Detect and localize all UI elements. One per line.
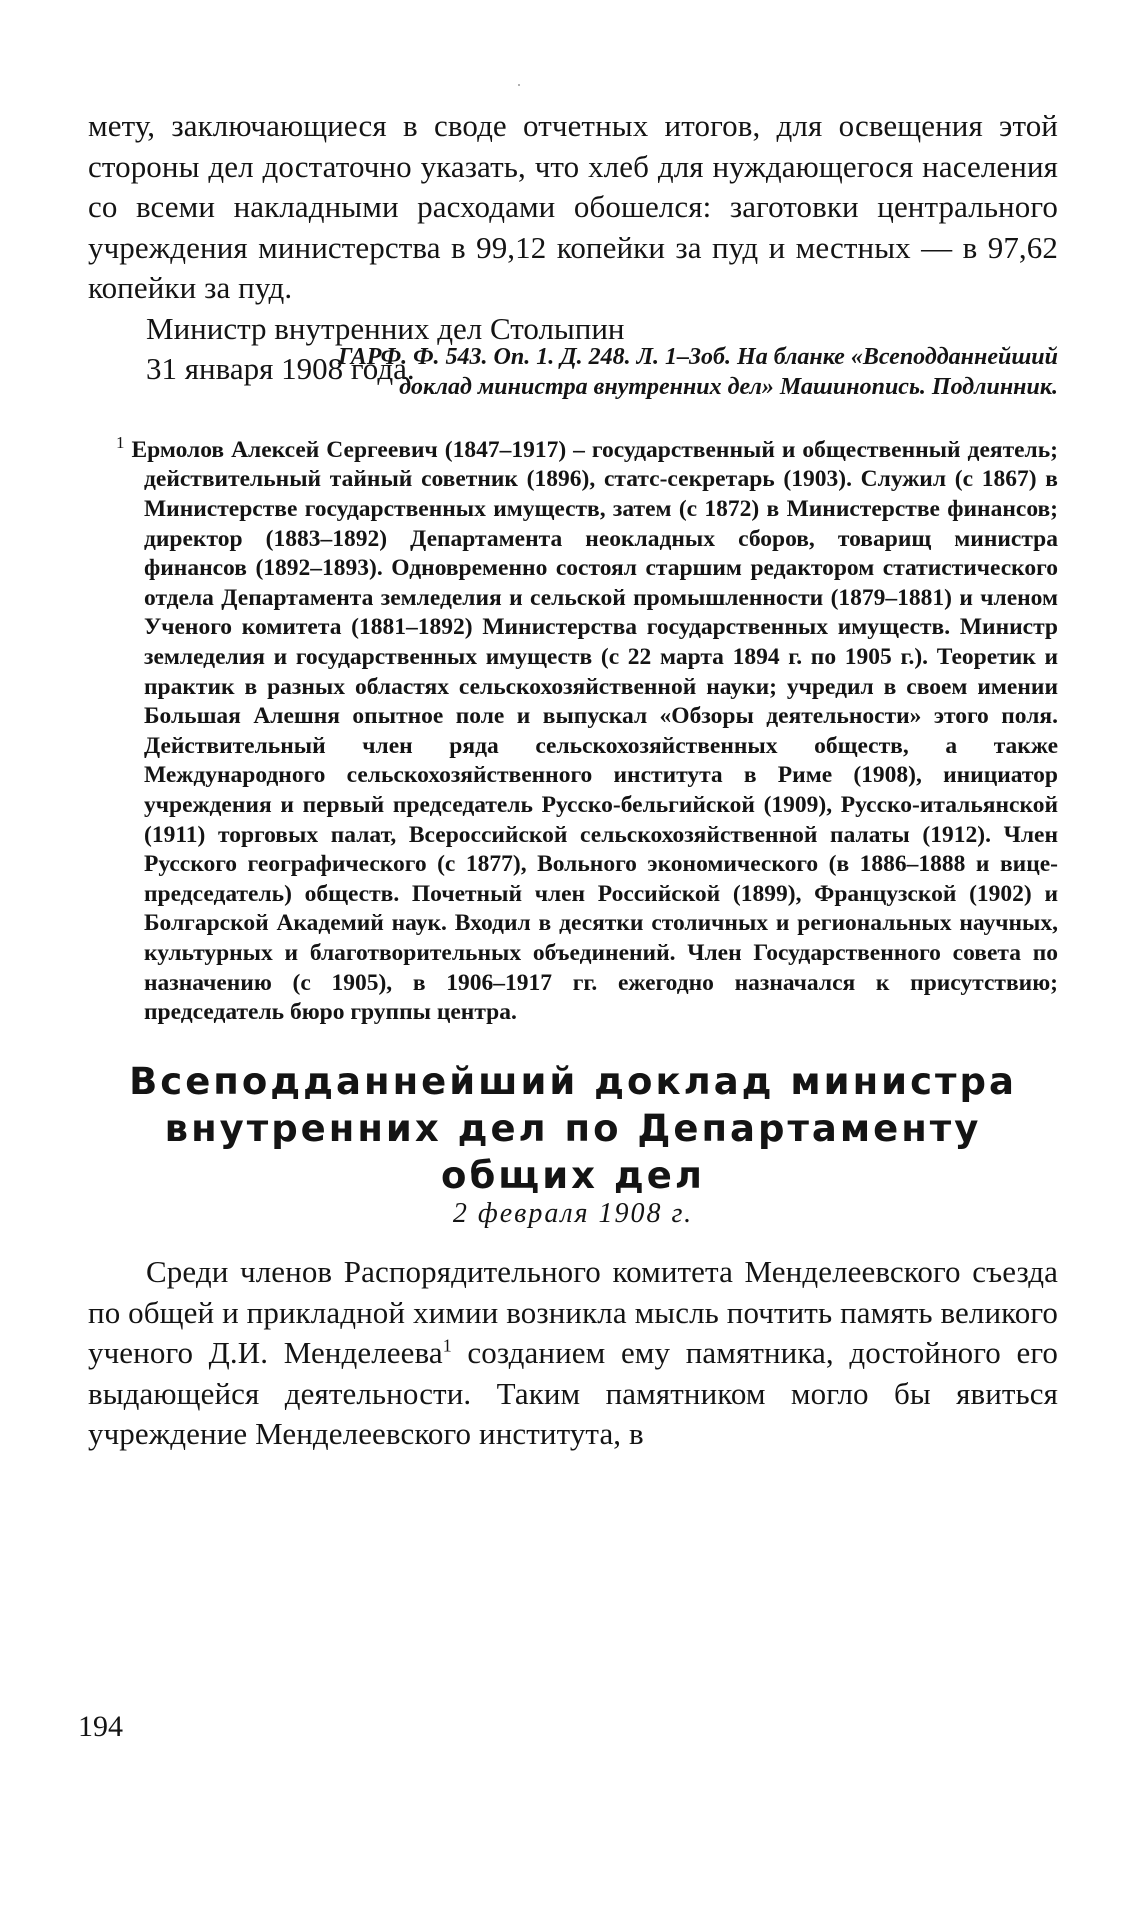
archive-source-note — [190, 342, 1058, 402]
scan-speck — [518, 84, 520, 86]
body-text-end: созданием ему памятника, достойного его выдающейся деятельности. Таким памятником могло бы явиться учреждение Менделеевского института, в — [88, 1335, 1059, 1451]
source-line-1: ГАРФ. Ф. 543. Оп. 1. Д. 248. Л. 1–3об. На бланке «Всеподданнейший — [338, 344, 1058, 370]
page-number: 194 — [78, 1710, 123, 1743]
signature-line: Министр внутренних дел Столыпин — [146, 310, 625, 346]
continued-paragraph: мету, заключающиеся в своде отчетных итогов, для освещения этой стороны дел достаточно указать, что хлеб для нуждающегося населения со всеми накладными расходами обошелся: заготовки центрального учреждения министерства в 99,12 копейки за пуд и местных — в 97,62 копейки за пуд. — [88, 108, 1058, 305]
footnote-name: Ермолов — [131, 436, 225, 463]
section-heading — [88, 1058, 1058, 1199]
heading-line-2: внутренних дел по Департаменту — [164, 1107, 982, 1150]
heading-line-1: Всеподданнейший доклад министра — [129, 1060, 1017, 1103]
source-line-2: доклад министра внутренних дел» Машинопись. Подлинник. — [399, 374, 1058, 400]
signature-date: 31 января 1908 года. — [146, 351, 415, 386]
footnote-text: Алексей Сергеевич (1847–1917) – государственный и общественный деятель; действительный тайный советник (1896), статс-секретарь (1903). Служил (с 1867) в Министерстве государственных имуществ, затем (с 1872) в Министерстве финансов; директор (1883–1892) Департамента неокладных сборов, товарищ министра финансов (1892–1893). Одновременно состоял старшим редактором статистического отдела Департамента земледелия и сельской промышленности (1879–1881) и членом Ученого комитета (1881–1892) Министерства государственных имуществ. Министр земледелия и государственных имуществ (с 22 марта 1894 г. по 1905 г.). Теоретик и практик в разных областях сельскохозяйственной науки; учредил в своем имении Большая Алешня опытное поле и выпускал «Обзоры деятельности» этого поля. Действительный член ряда сельскохозяйственных обществ, а также Международного сельскохозяйственного института в Риме (1908), инициатор учреждения и первый председатель Русско-бельгийской (1909), Русско-итальянской (1911) торговых палат, Всероссийской сельскохозяйственной палаты (1912). Член Русского географического (с 1877), Вольного экономического (в 1886–1888 и вице-председатель) обществ. Почетный член Российской (1899), Французской (1902) и Болгарской Академий наук. Входил в десятки столичных и региональных научных, культурных и благотворительных объединений. Член Государственного совета по назначению (с 1905), в 1906–1917 гг. ежегодно назначался к присутствию; председатель бюро группы центра. — [144, 436, 1058, 1026]
body-paragraph — [88, 1252, 1058, 1455]
section-date: 2 февраля 1908 г. — [452, 1198, 694, 1229]
footnote-body — [116, 428, 1058, 1028]
body-footnote-mark: 1 — [442, 1335, 452, 1356]
footnote — [98, 428, 1058, 1028]
heading-line-3: общих дел — [441, 1154, 705, 1197]
footnote-mark: 1 — [116, 433, 125, 452]
body-text-start: Среди членов Распорядительного комитета Менделеевского съезда по общей и прикладной химии возникла мысль почтить память великого ученого Д.И. Менделеева — [88, 1254, 1058, 1370]
body-text-block — [88, 1252, 1058, 1455]
